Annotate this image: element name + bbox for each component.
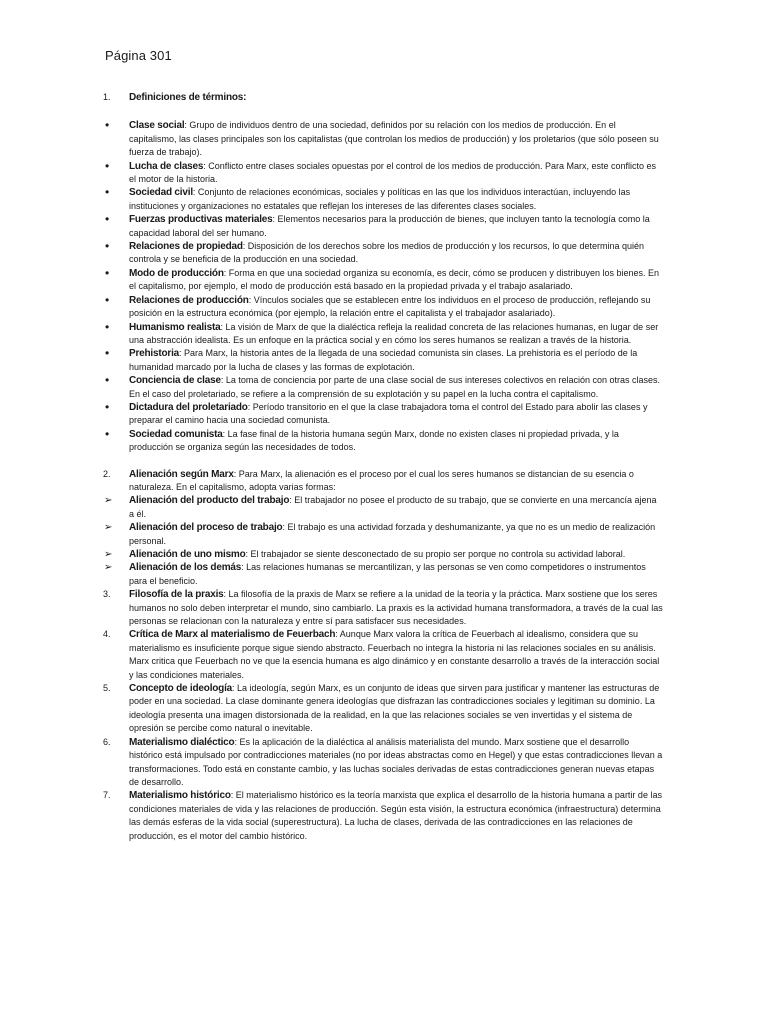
definition-item [103,401,663,428]
definition-term: Lucha de clases [129,160,204,172]
numbered-item [103,682,663,736]
bullet-icon: • [105,265,110,280]
document-body [103,91,663,843]
arrow-bullet-icon: ➢ [104,522,113,534]
alienation-item [103,494,663,521]
alienation-item [103,548,663,561]
arrow-bullet-icon: ➢ [104,549,113,560]
definition-item [103,347,663,374]
bullet-icon: • [105,212,110,227]
definition-term: Materialismo histórico [129,790,231,802]
definition-term: Crítica de Marx al materialismo de Feuerbach [129,629,336,641]
definition-text: : Período transitorio en el que la clase trabajadora toma el control del Estado para abolir las clases y preparar el camino hacia una sociedad comunista. [129,401,648,426]
definition-term: Prehistoria [129,348,180,360]
bullet-icon: • [105,426,110,441]
bullet-icon: • [105,185,110,200]
definition-text: : El trabajador no posee el producto de su trabajo, que se convierte en una mercancía ajena a él. [129,495,657,519]
page-number-header: Página 301 [105,48,172,63]
alienation-item [103,521,663,548]
list-number: 6. [103,736,111,747]
definition-term: Dictadura del proletariado [129,401,248,413]
list-number: 4. [103,629,111,640]
bullet-icon: • [105,118,110,133]
arrow-bullet-icon: ➢ [104,495,113,507]
definition-text: : El trabajo es una actividad forzada y deshumanizante, ya que no es un medio de realización personal. [129,522,656,546]
definition-text: : El trabajador se siente desconectado de su propio ser porque no controla su actividad laboral. [245,549,626,559]
definition-text: : La toma de conciencia por parte de una clase social de sus intereses colectivos en relación con otras clases. En el caso del proletariado, se refiere a la comprensión de su explotación y su papel en la lucha contra el capitalismo. [129,375,661,399]
bullet-icon: • [105,319,110,334]
bullet-icon: • [105,346,110,361]
definition-term: Relaciones de propiedad [129,241,243,253]
definition-text: : Elementos necesarios para la producción de bienes, que incluyen tanto la tecnología como la capacidad laboral del ser humano. [129,214,650,238]
bullet-icon: • [105,399,110,414]
definition-item [103,267,663,294]
definition-term: Modo de producción [129,267,224,279]
bullet-icon: • [105,239,110,254]
list-number: 1. [103,92,111,102]
definition-text: : La fase final de la historia humana según Marx, donde no existen clases ni propiedad privada, y la producción se organiza según las necesidades de todos. [129,428,619,453]
definition-term: Concepto de ideología [129,683,233,695]
definition-item [103,321,663,348]
numbered-item [103,628,663,682]
definition-item [103,428,663,455]
definition-item [103,186,663,213]
definition-text: : Las relaciones humanas se mercantilizan, y las personas se ven como competidores o instrumentos para el beneficio. [129,562,646,586]
definition-text: : Conflicto entre clases sociales opuestas por el control de los medios de producción. Para Marx, este conflicto es el motor de la historia. [129,160,656,185]
definition-text: : La visión de Marx de que la dialéctica refleja la realidad concreta de las relaciones humanas, en lugar de ser una abstracción idealista. Es un enfoque en la práctica social y en cómo los seres humanos se realizan a través de la historia. [129,321,659,345]
section-1-heading [103,91,663,104]
bullet-icon: • [105,158,110,173]
definition-text: : Es la aplicación de la dialéctica al análisis materialista del mundo. Marx sostiene que el desarrollo histórico está impulsado por contradicciones materiales (no por ideas abstractas como en Hegel) y que estas contradicciones llevan a transformaciones. Todo está en constante cambio, y las luchas sociales derivadas de estas contradicciones generan nuevas etapas de desarrollo. [129,736,663,787]
list-number: 2. [103,468,111,479]
definition-text: : Vínculos sociales que se establecen entre los individuos en el proceso de producción, reflejando su posición en la estructura económica (por ejemplo, la relación entre el capitalista y el trabajador asalariado). [129,294,651,319]
definition-text: : Disposición de los derechos sobre los medios de producción y los recursos, lo que determina quién controla y se beneficia de la producción en una sociedad. [129,241,644,265]
definition-term: Sociedad comunista [129,428,223,440]
definition-item [103,374,663,401]
numbered-list [103,588,663,843]
alienation-list [103,494,663,588]
definition-text: : Conjunto de relaciones económicas, sociales y políticas en las que los individuos interactúan, incluyendo las instituciones y organizaciones no estatales que reflejan los intereses de las diferentes clases sociales. [129,187,631,211]
alienation-item [103,561,663,588]
definition-term: Alienación de uno mismo [129,549,246,560]
definition-term: Alienación del proceso de trabajo [129,522,283,534]
arrow-bullet-icon: ➢ [104,562,113,574]
definition-text: : La filosofía de la praxis de Marx se refiere a la unidad de la teoría y la práctica. Marx sostiene que los seres humanos no solo deben interpretar el mundo, sino cambiarlo. La praxis es la actividad humana transformadora, a través de la cual las personas se relacionan con la naturaleza y entre sí para satisfacer sus necesidades. [129,589,663,627]
numbered-item [103,588,663,628]
definitions-list [103,119,663,454]
definition-text: : Aunque Marx valora la crítica de Feuerbach al idealismo, considera que su materialismo es insuficiente porque sigue siendo abstracto. Feuerbach no integra la historia ni las relaciones sociales en su análisis. Marx critica que Feuerbach no ve que la esencia humana es algo dinámico y en constante desarrollo a través de la interacción social y las condiciones materiales. [129,629,660,680]
definition-text: : Para Marx, la alienación es el proceso por el cual los seres humanos se distancian de su esencia o naturaleza. En el capitalismo, adopta varias formas: [129,468,634,492]
section-2-heading [103,468,663,495]
definition-text: : La ideología, según Marx, es un conjunto de ideas que sirven para justificar y mantener las estructuras de poder en una sociedad. La clase dominante genera ideologías que disfrazan las contradicciones sociales y legitiman su dominio. La ideología presenta una imagen distorsionada de la realidad, en la que las relaciones sociales se ven invertidas y el sistema de opresión se percibe como natural o inevitable. [129,683,660,734]
definition-item [103,294,663,321]
definition-term: Relaciones de producción [129,294,249,306]
bullet-icon: • [105,373,110,388]
definition-item [103,240,663,267]
definition-term: Materialismo dialéctico [129,736,235,748]
definition-term: Alienación de los demás [129,562,242,574]
numbered-item [103,736,663,790]
definition-term: Alienación del producto del trabajo [129,495,290,507]
definition-item [103,119,663,159]
definition-item [103,160,663,187]
list-number: 3. [103,589,111,600]
definition-term: Filosofía de la praxis [129,589,224,601]
definition-term: Sociedad civil [129,187,193,199]
definition-term: Alienación según Marx [129,468,234,480]
bullet-icon: • [105,292,110,307]
definition-text: : Grupo de individuos dentro de una sociedad, definidos por su relación con los medios de producción. En el capitalismo, las clases principales son los capitalistas (que controlan los medios de producción) y los proletarios (que sólo poseen su fuerza de trabajo). [129,120,659,158]
list-number: 5. [103,683,111,694]
definition-text: : El materialismo histórico es la teoría marxista que explica el desarrollo de la historia humana a partir de las condiciones materiales de vida y las relaciones de producción. Según esta visión, la estructura económica (infraestructura) determina las demás esferas de la vida social (superestructura). La lucha de clases, derivada de las contradicciones en las relaciones de producción, es el motor del cambio histórico. [129,790,662,841]
definition-text: : Para Marx, la historia antes de la llegada de una sociedad comunista sin clases. La prehistoria es el período de la humanidad marcado por la lucha de clases y las formas de explotación. [129,348,638,372]
list-number: 7. [103,790,111,801]
definition-term: Conciencia de clase [129,375,221,387]
definition-term: Clase social [129,120,185,132]
section-title: Definiciones de términos: [129,92,247,103]
numbered-item [103,789,663,843]
definition-text: : Forma en que una sociedad organiza su economía, es decir, cómo se producen y distribuyen los bienes. En el capitalismo, por ejemplo, el modo de producción está basado en la propiedad privada y el trabajo asalariado. [129,267,659,292]
definition-term: Humanismo realista [129,321,221,333]
definition-term: Fuerzas productivas materiales [129,214,273,226]
definition-item [103,213,663,240]
